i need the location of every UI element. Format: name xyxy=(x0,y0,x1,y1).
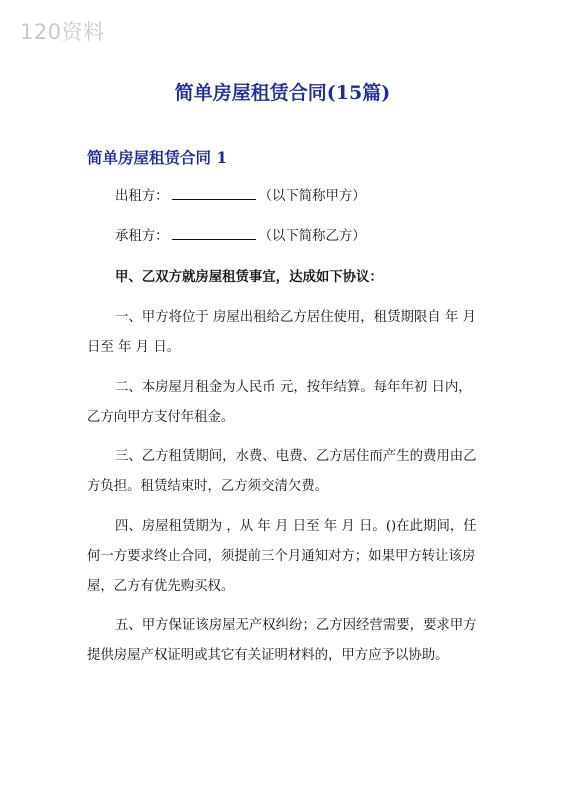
lessee-label: 承租方： xyxy=(115,229,169,244)
agreement-intro: 甲、乙双方就房屋租赁事宜，达成如下协议： xyxy=(115,269,383,285)
lessor-blank xyxy=(172,185,256,200)
clause-2: 二、本房屋月租金为人民币 元，按年结算。每年年初 日内，乙方向甲方支付年租金。 xyxy=(87,380,472,425)
lessee-line xyxy=(87,222,479,252)
section-title: 简单房屋租赁合同 1 xyxy=(87,148,228,167)
clause-3: 三、乙方租赁期间，水费、电费、乙方居住而产生的费用由乙方负担。租赁结束时，乙方须交清欠费。 xyxy=(87,449,477,494)
clause-5: 五、甲方保证该房屋无产权纠纷；乙方因经营需要，要求甲方提供房屋产权证明或其它有关证明材料的，甲方应予以协助。 xyxy=(87,618,477,663)
lessee-suffix: （以下简称乙方） xyxy=(258,229,366,244)
clause-1: 一、甲方将位于 房屋出租给乙方居住使用，租赁期限自 年 月 日至 年 月 日。 xyxy=(87,310,476,355)
lessee-blank xyxy=(172,225,256,240)
lessor-line xyxy=(87,182,479,212)
watermark: 120资料 xyxy=(20,20,105,44)
clause-4: 四、房屋租赁期为 ，从 年 月 日至 年 月 日。()在此期间，任何一方要求终止合同，须提前三个月通知对方；如果甲方转让该房屋，乙方有优先购买权。 xyxy=(87,519,477,594)
lessor-label: 出租方： xyxy=(115,189,169,204)
lessor-suffix: （以下简称甲方） xyxy=(258,189,366,204)
document-title: 简单房屋租赁合同(15篇) xyxy=(174,82,391,104)
